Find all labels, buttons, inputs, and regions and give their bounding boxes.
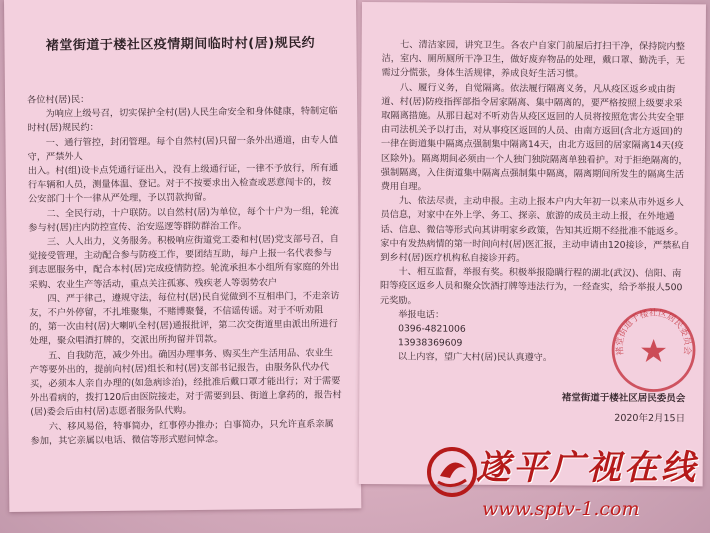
tv-station-logo-icon [426,446,478,498]
document-title: 褚堂街道于楼社区疫情期间临时村(居)规民约 [45,35,316,54]
signature-block [562,391,686,426]
watermark-title: 遂平广视在线 [476,448,698,488]
rule-3-paragraph: 三、人人出力，义务服务。积极响应街道党工委和村(居)党支部号召，自觉接受管理，主动配合参与防疫工作，要团结互助，每户上报一名代表参与到志愿服务中，配合本村(居)完成疫情防控。轮流承担本小组所有家庭的外出采购、农业生产等活动，重点关注孤寡、残疾老人等弱势农户 [28,233,340,291]
rule-4-paragraph: 四、严于律己，遵规守法，每位村(居)民自觉做到不互相串门，不走亲访友，不户外停留，不扎堆聚集，不赌博聚餐，不信谣传谣。对于不听劝阻的，第一次由村(居)大喇叭全村(居)通报批评，第二次交街道里由派出所进行处理，聚众唱酒打牌的，交派出所拘留并罚款。 [29,290,340,348]
rule-1-continued: 出入。村(组)设卡点凭通行证出入，没有上级通行证，一律不予放行，所有通行车辆和人员，测量体温、登记。对于不按要求出入检查或恶意闯卡的，按公安部门十个一律从严处理，予以罚款拘留。 [27,162,339,206]
left-page-body [27,90,343,448]
rule-7-paragraph: 七、清洁家园，讲究卫生。各农户自家门前屋后打扫干净，保持院内整洁，室内、厕所厕所干净卫生，做好废弃物品的处理，戴口罩、勤洗手，无需过分慌张，身体生活规律，养成良好生活习惯。 [381,39,685,80]
rule-9-paragraph: 九、依法尽责，主动申报。主动上报本户内大年初一以来从市外返乡人员信息，对家中在外上学、务工、探亲、旅游的成员主动上报，在外地通话、信息、微信等形式向其讲明家乡政策，告知其近期不经批准不能返乡。家中有发热病情的第一时间向村(居)医汇报，主动申请由120接诊，严禁私自到乡村(居)医疗机构私自接诊开药。 [380,195,690,265]
rule-2-paragraph: 二、全民行动，十户联防。以自然村(居)为单位，每个十户为一组，轮流参与村(居)庄内防控宣传、治安巡逻等群防群治工作。 [28,205,339,234]
report-phone-1: 0396-4821006 [398,323,466,335]
rule-6-paragraph: 六、移风易俗，特事简办，红事停办推办；白事简办，只允许直系亲属参加，其它亲属以电话、微信等形式慰问悼念。 [30,418,334,447]
salutation: 各位村(居)民： [26,94,90,106]
seal-text: 褚堂街道于楼社区居民委员会 [615,308,693,356]
rule-5-paragraph: 五、自我防范，减少外出。确因办理事务、购买生产生活用品、农业生产等要外出的，提前向村(居)组长和村(居)支部书记报告，由服务队代办代买，必须本人亲自办理的(如急病诊治)，经批准后戴口罩才能出行；对于需要外出看病的，拨打120后由医院接走，对于需要到县、街道上拿药的，报告村(居)委会后由村(居)志愿者服务队代购。 [29,347,342,419]
right-page [359,2,706,486]
tv-watermark-banner [420,440,710,533]
left-page [4,0,361,512]
signature-organization: 褚堂街道于楼社区居民委员会 [561,392,686,405]
report-phone-label: 举报电话： [398,309,445,321]
report-phone-2: 13938369609 [397,337,463,349]
official-seal-stamp [607,304,700,397]
rule-8-paragraph: 八、履行义务，自觉隔离。依法履行隔离义务，凡从疫区返乡或由街道、村(居)防疫指挥部指令居家隔离、集中隔离的，要严格按照上级要求采取隔离措施。从那日起对不听劝告从疫区返回的人员将按照危害公共安全罪由司法机关予以打击，对从事疫区返回的人员、由南方返回(含北方返回)的一律在街道集中隔离点强制集中隔离14天，由北方返回的居家隔离14天(疫区除外)。隔离期间必须由一个人独门独院隔离单独看护。对于拒绝隔离的，强制隔离，入住街道集中隔离点强制集中隔离，隔离期间所发生的隔离生活费用自理。 [380,81,688,193]
closing-line: 以上内容，望广大村(居)民认真遵守。 [397,351,553,364]
signature-date: 2020年2月15日 [614,412,686,425]
rule-1-paragraph: 一、通行管控，封闭管理。每个自然村(居)只留一条外出通道，由专人值守，严禁外人 [27,134,338,163]
intro-paragraph: 为响应上级号召，切实保护全村(居)人民生命安全和身体健康，特制定临时村(居)规民约： [27,105,338,135]
watermark-url: www.sptv-1.com [482,498,640,520]
rule-10-paragraph: 十、相互监督，举报有奖。积极举报隐瞒行程的湖北(武汉)、信阳、南阳等疫区返乡人员和聚众饮酒打牌等违法行为，一经查实，给予举报人500元奖励。 [379,266,683,307]
